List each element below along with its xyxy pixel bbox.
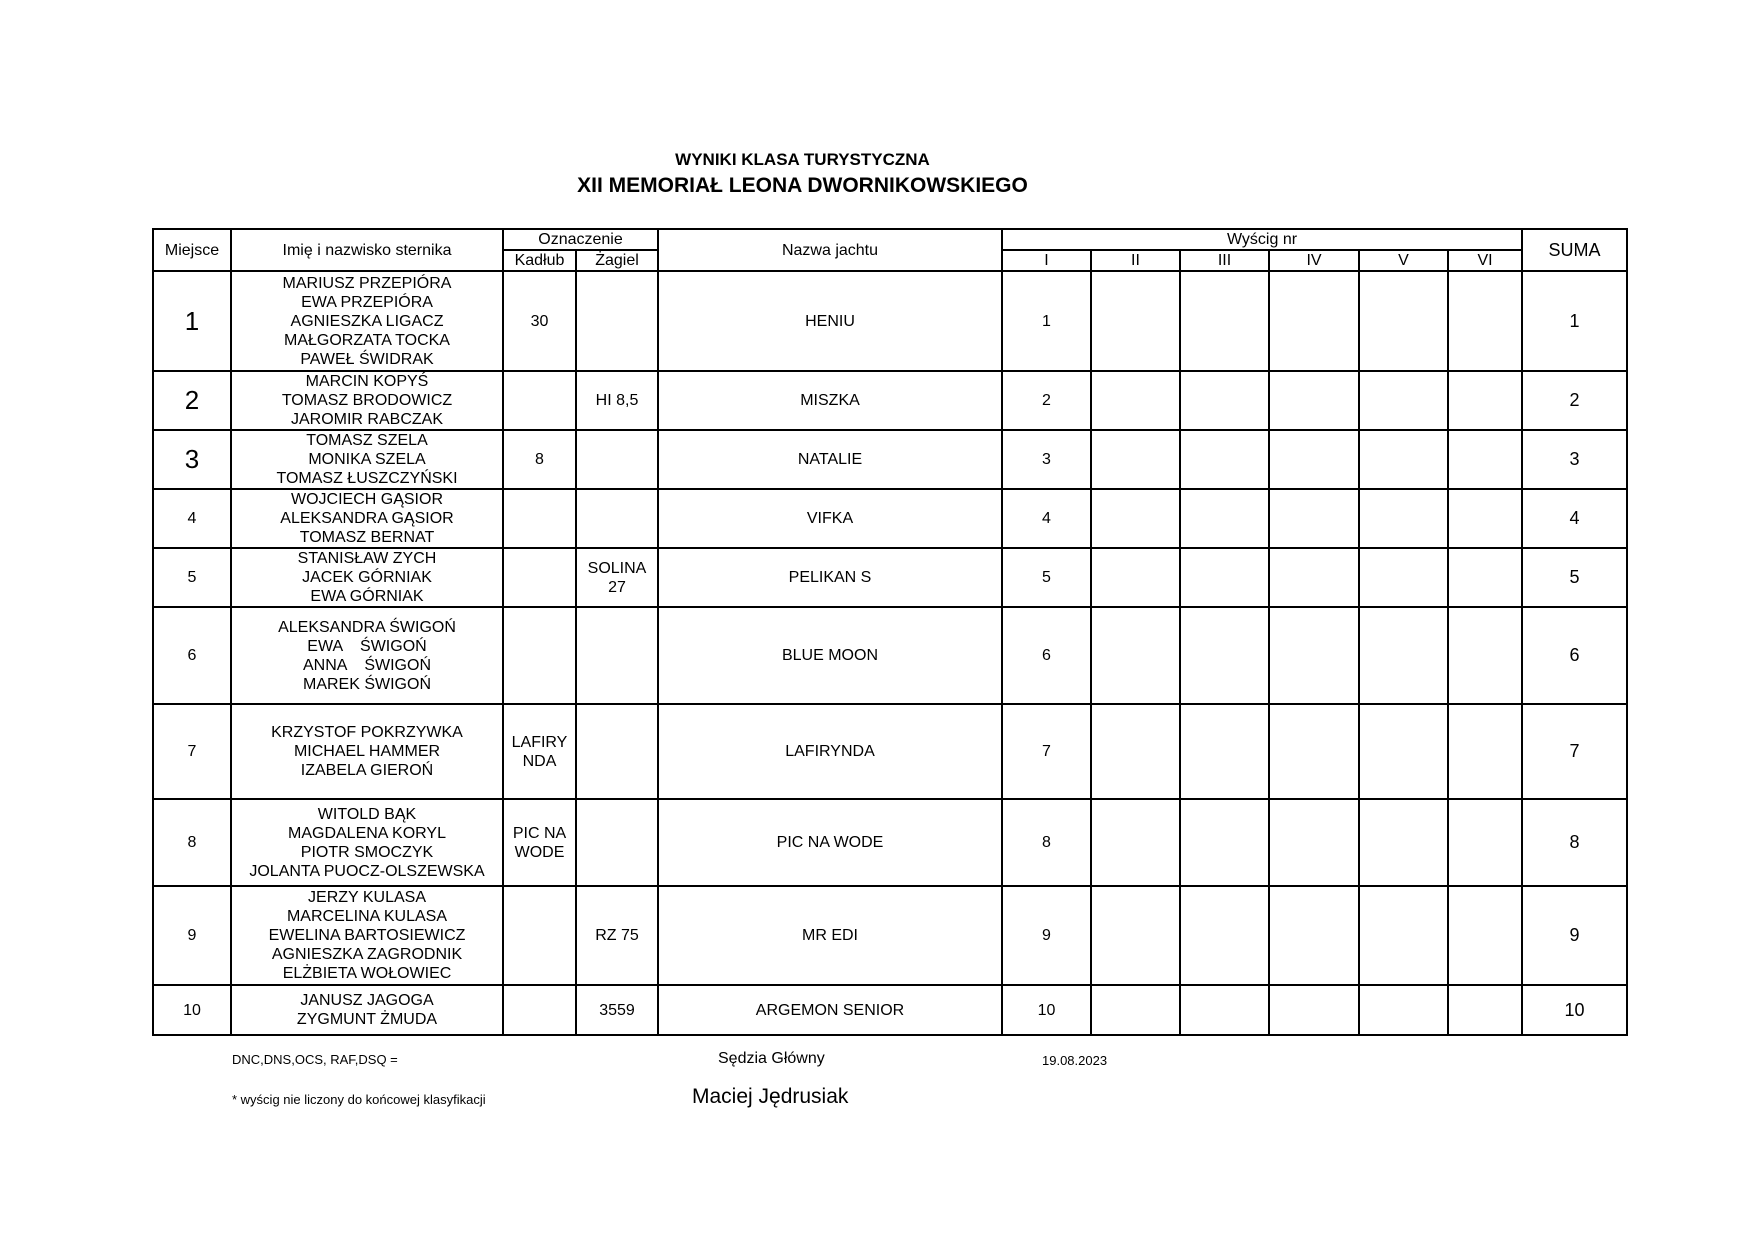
crew-member: JERZY KULASA <box>308 889 426 906</box>
sum-cell: 3 <box>1522 430 1627 489</box>
crew-cell <box>231 430 503 489</box>
table-row <box>153 607 1627 704</box>
sum-cell: 10 <box>1522 985 1627 1035</box>
place-cell: 7 <box>153 704 231 799</box>
crew-member: MAGDALENA KORYL <box>288 824 446 842</box>
header-sail: Żagiel <box>576 250 658 271</box>
crew-member: JOLANTA PUOCZ-OLSZEWSKA <box>249 862 485 880</box>
place-cell: 8 <box>153 799 231 886</box>
hull-cell <box>503 548 576 607</box>
results-table <box>152 228 1628 1036</box>
sail-cell <box>576 489 658 548</box>
sail-cell: SOLINA 27 <box>576 548 658 607</box>
crew-cell <box>231 271 503 371</box>
race-1-cell: 2 <box>1002 371 1091 430</box>
race-3-cell <box>1180 489 1269 548</box>
sail-cell <box>576 799 658 886</box>
header-place: Miejsce <box>153 229 231 271</box>
hull-cell <box>503 489 576 548</box>
race-5-cell <box>1359 704 1448 799</box>
race-4-cell <box>1269 704 1359 799</box>
header-sum: SUMA <box>1522 229 1627 271</box>
penalty-codes: DNC,DNS,OCS, RAF,DSQ = <box>232 1052 398 1067</box>
crew-member: TOMASZ SZELA <box>306 432 428 449</box>
yacht-name-cell: MR EDI <box>658 886 1002 985</box>
race-1-cell: 8 <box>1002 799 1091 886</box>
race-2-cell <box>1091 799 1180 886</box>
place-cell: 10 <box>153 985 231 1035</box>
crew-member: KRZYSTOF POKRZYWKA <box>271 724 463 741</box>
crew-member: WITOLD BĄK <box>317 805 417 823</box>
table-row <box>153 985 1627 1035</box>
sum-cell: 8 <box>1522 799 1627 886</box>
race-6-cell <box>1448 371 1522 430</box>
hull-cell: PIC NA WODE <box>503 799 576 886</box>
crew-member: ALEKSANDRA ŚWIGOŃ <box>278 618 456 636</box>
crew-member: MARIUSZ PRZEPIÓRA <box>282 274 452 292</box>
header-hull: Kadłub <box>503 250 576 271</box>
header-race-2: II <box>1091 250 1180 271</box>
table-row <box>153 271 1627 371</box>
place-cell: 9 <box>153 886 231 985</box>
document-title: WYNIKI KLASA TURYSTYCZNA <box>675 150 930 169</box>
yacht-name-cell: MISZKA <box>658 371 1002 430</box>
race-4-cell <box>1269 985 1359 1035</box>
race-2-cell <box>1091 548 1180 607</box>
header-race-6: VI <box>1448 250 1522 271</box>
header-race-1: I <box>1002 250 1091 271</box>
race-6-cell <box>1448 489 1522 548</box>
race-3-cell <box>1180 704 1269 799</box>
hull-cell: 8 <box>503 430 576 489</box>
race-6-cell <box>1448 985 1522 1035</box>
crew-member: STANISŁAW ZYCH <box>297 550 437 567</box>
crew-member: JANUSZ JAGOGA <box>300 992 434 1009</box>
table-row <box>153 704 1627 799</box>
crew-member: WOJCIECH GĄSIOR <box>290 491 443 508</box>
crew-member: EWA GÓRNIAK <box>310 588 424 605</box>
crew-member: AGNIESZKA LIGACZ <box>290 312 444 330</box>
crew-member: MARCIN KOPYŚ <box>305 373 429 390</box>
hull-cell: 30 <box>503 271 576 371</box>
document-subtitle: XII MEMORIAŁ LEONA DWORNIKOWSKIEGO <box>577 174 1028 197</box>
place-cell: 3 <box>153 430 231 489</box>
crew-cell <box>231 607 503 704</box>
place-cell: 6 <box>153 607 231 704</box>
yacht-name-cell: PELIKAN S <box>658 548 1002 607</box>
place-cell: 1 <box>153 271 231 371</box>
race-3-cell <box>1180 886 1269 985</box>
crew-member: MAŁGORZATA TOCKA <box>284 331 450 349</box>
sum-cell: 9 <box>1522 886 1627 985</box>
table-row <box>153 371 1627 430</box>
hull-cell <box>503 985 576 1035</box>
race-3-cell <box>1180 271 1269 371</box>
race-4-cell <box>1269 607 1359 704</box>
race-1-cell: 7 <box>1002 704 1091 799</box>
results-body <box>153 271 1627 1035</box>
yacht-name-cell: BLUE MOON <box>658 607 1002 704</box>
race-2-cell <box>1091 371 1180 430</box>
race-6-cell <box>1448 799 1522 886</box>
crew-member: TOMASZ BERNAT <box>299 529 435 546</box>
crew-cell <box>231 548 503 607</box>
race-4-cell <box>1269 489 1359 548</box>
race-3-cell <box>1180 607 1269 704</box>
race-3-cell <box>1180 548 1269 607</box>
race-4-cell <box>1269 799 1359 886</box>
race-2-cell <box>1091 886 1180 985</box>
race-5-cell <box>1359 985 1448 1035</box>
crew-member: MICHAEL HAMMER <box>293 743 441 760</box>
crew-cell <box>231 489 503 548</box>
race-3-cell <box>1180 985 1269 1035</box>
sum-cell: 4 <box>1522 489 1627 548</box>
header-marking: Oznaczenie <box>503 229 658 250</box>
sum-cell: 5 <box>1522 548 1627 607</box>
race-6-cell <box>1448 607 1522 704</box>
hull-cell: LAFIRY NDA <box>503 704 576 799</box>
race-1-cell: 3 <box>1002 430 1091 489</box>
crew-member: ALEKSANDRA GĄSIOR <box>280 510 454 527</box>
crew-member: IZABELA GIEROŃ <box>300 762 434 779</box>
place-cell: 5 <box>153 548 231 607</box>
race-3-cell <box>1180 430 1269 489</box>
header-race-3: III <box>1180 250 1269 271</box>
header-yacht-name: Nazwa jachtu <box>658 229 1002 271</box>
race-4-cell <box>1269 430 1359 489</box>
footnote: * wyścig nie liczony do końcowej klasyfikacji <box>232 1092 486 1107</box>
header-helmsman: Imię i nazwisko sternika <box>231 229 503 271</box>
header-race-number: Wyścig nr <box>1002 229 1522 250</box>
yacht-name-cell: ARGEMON SENIOR <box>658 985 1002 1035</box>
race-5-cell <box>1359 489 1448 548</box>
sail-cell <box>576 704 658 799</box>
date: 19.08.2023 <box>1042 1053 1108 1068</box>
crew-member: JACEK GÓRNIAK <box>302 569 432 586</box>
race-3-cell <box>1180 371 1269 430</box>
hull-cell <box>503 607 576 704</box>
sum-cell: 2 <box>1522 371 1627 430</box>
table-row <box>153 799 1627 886</box>
race-4-cell <box>1269 371 1359 430</box>
race-2-cell <box>1091 430 1180 489</box>
header-race-5: V <box>1359 250 1448 271</box>
sum-cell: 7 <box>1522 704 1627 799</box>
race-5-cell <box>1359 371 1448 430</box>
race-1-cell: 10 <box>1002 985 1091 1035</box>
race-6-cell <box>1448 548 1522 607</box>
yacht-name-cell: PIC NA WODE <box>658 799 1002 886</box>
race-6-cell <box>1448 271 1522 371</box>
header-race-4: IV <box>1269 250 1359 271</box>
race-2-cell <box>1091 704 1180 799</box>
crew-cell <box>231 985 503 1035</box>
crew-member: EWELINA BARTOSIEWICZ <box>268 927 466 944</box>
race-1-cell: 4 <box>1002 489 1091 548</box>
crew-member: AGNIESZKA ZAGRODNIK <box>271 946 463 963</box>
race-2-cell <box>1091 271 1180 371</box>
race-1-cell: 1 <box>1002 271 1091 371</box>
crew-member: EWA PRZEPIÓRA <box>301 293 433 311</box>
table-row <box>153 430 1627 489</box>
yacht-name-cell: NATALIE <box>658 430 1002 489</box>
crew-member: PIOTR SMOCZYK <box>300 843 434 861</box>
crew-cell <box>231 704 503 799</box>
sail-cell <box>576 430 658 489</box>
crew-member: ZYGMUNT ŻMUDA <box>296 1011 438 1028</box>
race-1-cell: 6 <box>1002 607 1091 704</box>
sail-cell: 3559 <box>576 985 658 1035</box>
race-5-cell <box>1359 886 1448 985</box>
race-3-cell <box>1180 799 1269 886</box>
sum-cell: 6 <box>1522 607 1627 704</box>
race-5-cell <box>1359 548 1448 607</box>
race-6-cell <box>1448 886 1522 985</box>
crew-member: MARCELINA KULASA <box>286 908 448 925</box>
race-4-cell <box>1269 886 1359 985</box>
crew-member: JAROMIR RABCZAK <box>290 411 443 428</box>
place-cell: 2 <box>153 371 231 430</box>
yacht-name-cell: HENIU <box>658 271 1002 371</box>
crew-member: ANNA ŚWIGOŃ <box>302 656 431 674</box>
sum-cell: 1 <box>1522 271 1627 371</box>
race-2-cell <box>1091 985 1180 1035</box>
race-5-cell <box>1359 799 1448 886</box>
yacht-name-cell: VIFKA <box>658 489 1002 548</box>
crew-cell <box>231 799 503 886</box>
crew-cell <box>231 886 503 985</box>
race-6-cell <box>1448 704 1522 799</box>
race-1-cell: 9 <box>1002 886 1091 985</box>
sail-cell <box>576 607 658 704</box>
crew-member: TOMASZ ŁUSZCZYŃSKI <box>276 470 458 487</box>
race-2-cell <box>1091 489 1180 548</box>
crew-member: MAREK ŚWIGOŃ <box>302 675 431 693</box>
sail-cell: RZ 75 <box>576 886 658 985</box>
race-5-cell <box>1359 271 1448 371</box>
table-row <box>153 886 1627 985</box>
crew-member: MONIKA SZELA <box>308 451 426 468</box>
crew-cell <box>231 371 503 430</box>
race-5-cell <box>1359 607 1448 704</box>
yacht-name-cell: LAFIRYNDA <box>658 704 1002 799</box>
race-4-cell <box>1269 548 1359 607</box>
table-row <box>153 548 1627 607</box>
hull-cell <box>503 886 576 985</box>
crew-member: ELŻBIETA WOŁOWIEC <box>282 965 452 982</box>
crew-member: EWA ŚWIGOŃ <box>307 637 427 655</box>
crew-member: PAWEŁ ŚWIDRAK <box>300 350 434 368</box>
hull-cell <box>503 371 576 430</box>
race-5-cell <box>1359 430 1448 489</box>
judge-name: Maciej Jędrusiak <box>692 1085 849 1108</box>
crew-member: TOMASZ BRODOWICZ <box>281 392 453 409</box>
judge-label: Sędzia Główny <box>718 1050 825 1067</box>
table-row <box>153 489 1627 548</box>
sail-cell <box>576 271 658 371</box>
race-2-cell <box>1091 607 1180 704</box>
race-4-cell <box>1269 271 1359 371</box>
race-1-cell: 5 <box>1002 548 1091 607</box>
race-6-cell <box>1448 430 1522 489</box>
sail-cell: HI 8,5 <box>576 371 658 430</box>
place-cell: 4 <box>153 489 231 548</box>
